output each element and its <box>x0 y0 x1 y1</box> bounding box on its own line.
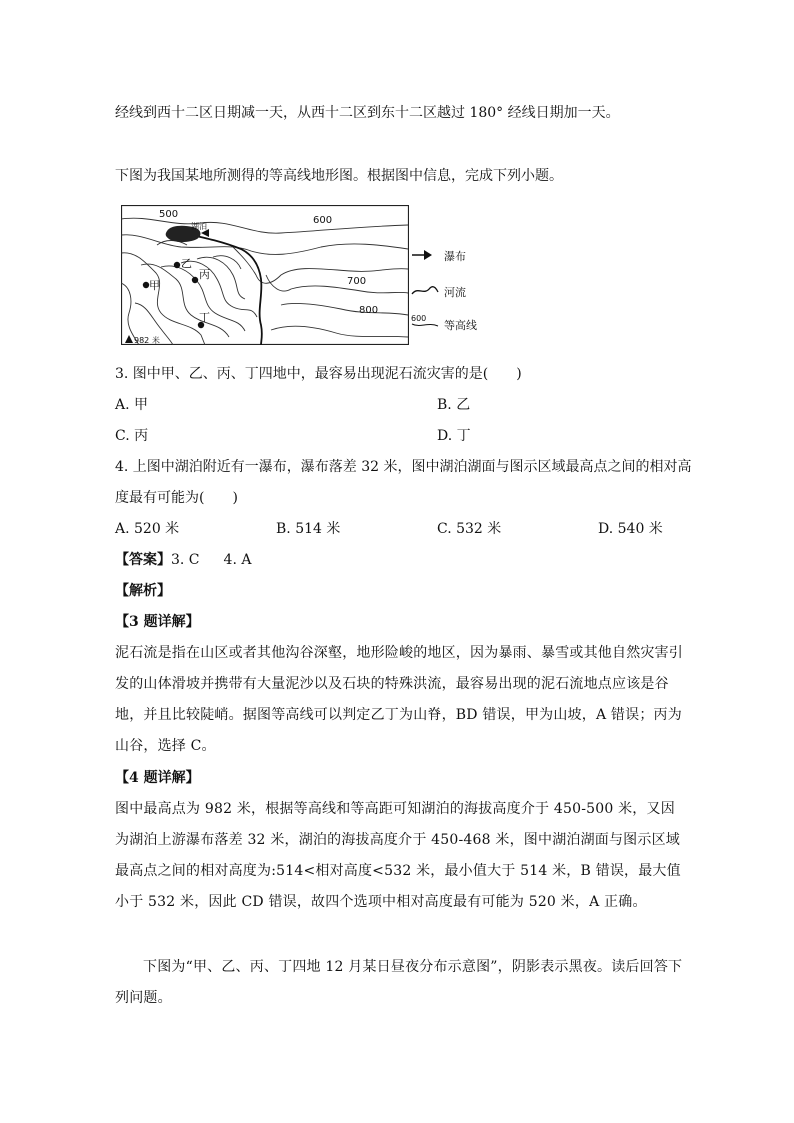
q4-option-d: D. 540 米 <box>598 521 663 537</box>
q3-option-a: A. 甲 <box>115 397 149 413</box>
legend-contour-value: 600 <box>411 314 427 323</box>
answer-label: 【答案】 <box>115 552 171 568</box>
answer-line <box>115 550 251 570</box>
waterfall-icon <box>410 248 440 262</box>
label-lake: 湖泊 <box>191 222 207 231</box>
q4-stem-line2: 度最有可能为( ) <box>115 490 238 506</box>
label-yi: 乙 <box>181 257 192 270</box>
label-ding: 丁 <box>199 311 210 324</box>
q3-option-b: B. 乙 <box>437 397 471 413</box>
final-intro: 下图为“甲、乙、丙、丁四地 12 月某日昼夜分布示意图”，阴影表示黑夜。读后回答下列问题。 <box>115 959 683 1006</box>
label-600: 600 <box>313 215 333 226</box>
point-yi <box>174 262 180 268</box>
detail3-label: 【3 题详解】 <box>115 614 200 630</box>
intro-line: 经线到西十二区日期减一天，从西十二区到东十二区越过 180° 经线日期加一天。 <box>115 105 620 121</box>
river-icon <box>410 284 440 298</box>
legend-river-label: 河流 <box>444 286 466 299</box>
answer-q4: 4. A <box>223 552 252 568</box>
label-peak: 982 米 <box>134 336 160 345</box>
contour-icon <box>410 314 440 330</box>
q4-option-b: B. 514 米 <box>276 521 341 537</box>
q4-option-a: A. 520 米 <box>115 521 180 537</box>
map-intro: 下图为我国某地所测得的等高线地形图。根据图中信息，完成下列小题。 <box>115 168 563 184</box>
label-800: 800 <box>359 305 379 316</box>
legend-waterfall-label: 瀑布 <box>444 250 466 263</box>
q3-option-c: C. 丙 <box>115 428 149 444</box>
label-500: 500 <box>159 209 179 220</box>
detail3-text: 泥石流是指在山区或者其他沟谷深壑，地形险峻的地区，因为暴雨、暴雪或其他自然灾害引发的山体滑坡并携带有大量泥沙以及石块的特殊洪流，最容易出现的泥石流地点应该是谷地，并且比较陡峭。据图等高线可以判定乙丁为山脊，BD 错误，甲为山坡，A 错误；丙为山谷，选择 C。 <box>115 645 683 754</box>
analysis-label: 【解析】 <box>115 583 171 599</box>
label-bing: 丙 <box>199 268 210 281</box>
q3-option-d: D. 丁 <box>437 428 471 444</box>
q4-stem-line1: 4. 上图中湖泊附近有一瀑布，瀑布落差 32 米，图中湖泊湖面与图示区域最高点之间的相对高 <box>115 459 692 475</box>
detail4-label: 【4 题详解】 <box>115 770 200 786</box>
map-legend <box>410 240 520 340</box>
label-700: 700 <box>347 276 367 287</box>
detail4-text: 图中最高点为 982 米，根据等高线和等高距可知湖泊的海拔高度介于 450-500 米，又因为湖泊上游瀑布落差 32 米，湖泊的海拔高度介于 450-468 米，图中湖泊湖面与图示区域最高点之间的相对高度为:514<相对高度<532 米，最小值大于 514 米，B 错误，最大值小于 532 米，因此 CD 错误，故四个选项中相对高度最有可能为 520 米，A 正确。 <box>115 801 681 910</box>
q4-option-c: C. 532 米 <box>437 521 502 537</box>
contour-map <box>121 205 409 345</box>
point-bing <box>192 277 198 283</box>
legend-contour-label: 等高线 <box>444 319 477 332</box>
label-jia: 甲 <box>149 279 160 292</box>
map-frame <box>122 206 409 345</box>
q3-stem: 3. 图中甲、乙、丙、丁四地中，最容易出现泥石流灾害的是( ) <box>115 366 522 382</box>
answer-q3: 3. C <box>171 552 200 568</box>
